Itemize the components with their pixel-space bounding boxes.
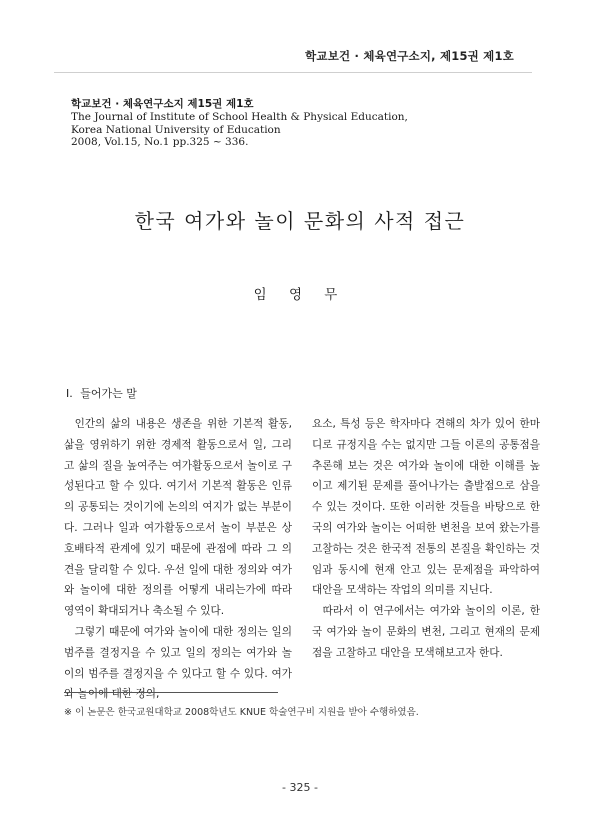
journal-title-english: The Journal of Institute of School Health & Physical Education,: [71, 110, 408, 123]
paper-title: 한국 여가와 놀이 문화의 사적 접근: [134, 209, 466, 233]
section-heading: [66, 385, 137, 401]
body-paragraph: 그렇기 때문에 여가와 놀이에 대한 정의는 일의 범주를 결정지을 수 있고 일의 정의는 여가와 놀이의 범주를 결정지을 수 있다고 할 수 있다. 여가와 놀이에 대한 정의,: [64, 625, 292, 701]
section-title: 들어가는 말: [80, 387, 137, 400]
page-number: - 325 -: [282, 781, 318, 794]
journal-volume-line: 2008, Vol.15, No.1 pp.325 ~ 336.: [71, 136, 249, 149]
running-head: 학교보건 · 체육연구소지, 제15권 제1호: [305, 49, 514, 63]
journal-institution: Korea National University of Education: [71, 123, 281, 136]
body-column-left: [64, 414, 292, 705]
citation-block: [71, 98, 408, 149]
section-number: Ⅰ.: [66, 387, 73, 400]
journal-title-korean: 학교보건 · 체육연구소지 제15권 제1호: [71, 98, 254, 110]
footnote-rule: [64, 692, 278, 693]
header-rule: [54, 72, 532, 73]
body-paragraph: 인간의 삶의 내용은 생존을 위한 기본적 활동, 삶을 영위하기 위한 경제적 활동으로서 일, 그리고 삶의 질을 높여주는 여가활동으로서 놀이로 구성된다고 할 수 있다. 여기서 기본적 활동은 인류의 공통되는 것이기에 논의의 여지가 없는 부분이다. 그러나 일과 여가활동으로서 놀이 부분은 상호배타적 관계에 있기 때문에 관점에 따라 그 의견을 달리할 수 있다. 우선 일에 대한 정의와 여가와 놀이에 대한 정의를 어떻게 내리는가에 따라 영역이 확대되거나 축소될 수 있다.: [64, 418, 292, 618]
body-paragraph: 요소, 특성 등은 학자마다 견해의 차가 있어 한마디로 규정지을 수는 없지만 그들 이론의 공통점을 추론해 보는 것은 여가와 놀이에 대한 이해를 높이고 제기된 문제를 풀어나가는 출발점으로 삼을 수 있는 것이다. 또한 이러한 것들을 바탕으로 한국의 여가와 놀이는 어떠한 변천을 보여 왔는가를 고찰하는 것은 한국적 전통의 본질을 확인하는 것임과 동시에 현재 안고 있는 문제점을 파악하여 대안을 모색하는 작업의 의미를 지닌다.: [312, 418, 540, 597]
body-column-right: [312, 414, 540, 664]
paper-author: 임 영 무: [253, 287, 347, 303]
footnote: ※ 이 논문은 한국교원대학교 2008학년도 KNUE 학술연구비 지원을 받아 수행하였음.: [64, 707, 419, 718]
body-paragraph: 따라서 이 연구에서는 여가와 놀이의 이론, 한국 여가와 놀이 문화의 변천, 그리고 현재의 문제점을 고찰하고 대안을 모색해보고자 한다.: [312, 605, 540, 659]
